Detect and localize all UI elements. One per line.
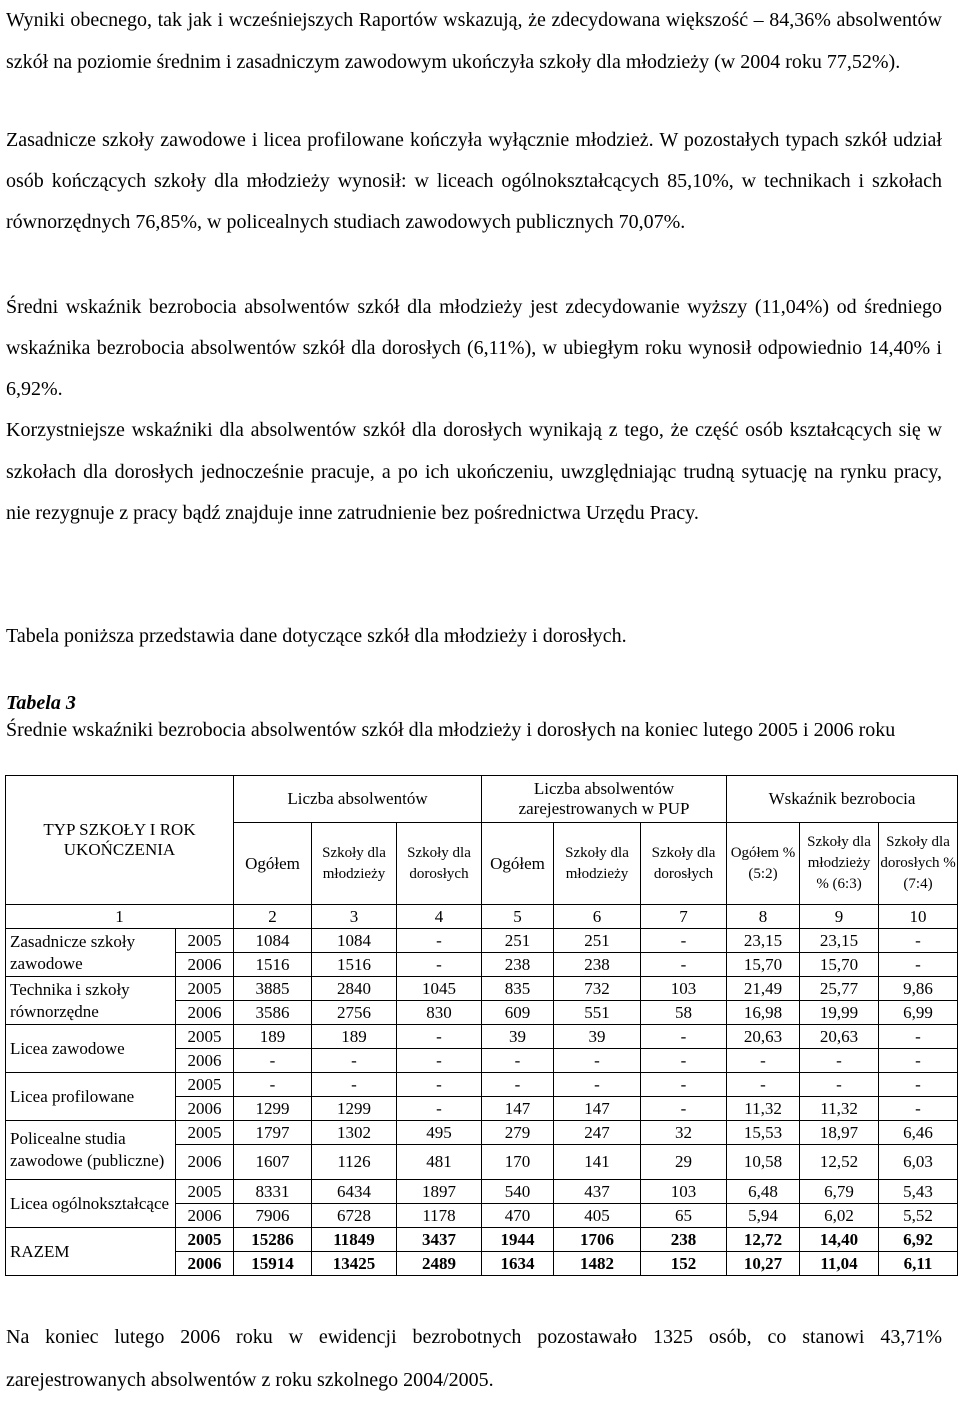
table-cell: 2489 — [397, 1252, 482, 1276]
table-cell: 1706 — [554, 1228, 641, 1252]
table-cell: 1302 — [312, 1121, 397, 1145]
table-cell: 279 — [482, 1121, 554, 1145]
table-cell: 238 — [554, 953, 641, 977]
table-cell: 6,92 — [879, 1228, 958, 1252]
table-cell: 11,32 — [800, 1097, 879, 1121]
table-cell: - — [879, 1097, 958, 1121]
header-registered-count: Liczba absolwentów zarejestrowanych w PUP — [482, 776, 727, 823]
year-cell: 2005 — [176, 929, 234, 953]
table-cell: - — [727, 1073, 800, 1097]
table-cell: 14,40 — [800, 1228, 879, 1252]
table-cell: 9,86 — [879, 977, 958, 1001]
table-cell: 15,70 — [800, 953, 879, 977]
table-cell: 2756 — [312, 1001, 397, 1025]
table-cell: - — [641, 1049, 727, 1073]
table-caption — [6, 690, 942, 744]
column-number-cell: 5 — [482, 905, 554, 929]
table-cell: 405 — [554, 1204, 641, 1228]
year-cell: 2005 — [176, 1025, 234, 1049]
subheader-cell: Ogółem — [234, 823, 312, 905]
subheader-cell: Ogółem — [482, 823, 554, 905]
subheader-cell: Szkoły dla dorosłych % (7:4) — [879, 823, 958, 905]
table-cell: - — [641, 953, 727, 977]
paragraph-summary: Wyniki obecnego, tak jak i wcześniejszych Raportów wskazują, że zdecydowana większość – 84,36% absolwentów szkół na poziomie średnim i zasadniczym zawodowym ukończyła szkoły dla młodzieży (w 2004 roku 77,52%). — [6, 9, 942, 73]
column-number-cell: 3 — [312, 905, 397, 929]
table-cell: 6,02 — [800, 1204, 879, 1228]
table-cell: 1482 — [554, 1252, 641, 1276]
table-cell: 189 — [234, 1025, 312, 1049]
table-cell: 251 — [554, 929, 641, 953]
table-cell: 251 — [482, 929, 554, 953]
paragraph-table-intro: Tabela poniższa przedstawia dane dotyczące szkół dla młodzieży i dorosłych. — [6, 625, 627, 647]
table-cell: 65 — [641, 1204, 727, 1228]
paragraph-adult-schools: Korzystniejsze wskaźniki dla absolwentów szkół dla dorosłych wynikają z tego, że część osób kształcących się w szkołach dla dorosłych jednocześnie pracuje, a po ich ukończeniu, uwzględniając trudną sytuację na rynku pracy, nie rezygnuje z pracy bądź znajduje inne zatrudnienie bez pośrednictwa Urzędu Pracy. — [6, 419, 942, 524]
table-cell: 15,70 — [727, 953, 800, 977]
table-cell: 12,52 — [800, 1145, 879, 1180]
table-cell: 10,27 — [727, 1252, 800, 1276]
table-cell: 1299 — [234, 1097, 312, 1121]
table-cell: 3586 — [234, 1001, 312, 1025]
table-row — [6, 929, 958, 953]
table-cell: 39 — [482, 1025, 554, 1049]
table-cell: 247 — [554, 1121, 641, 1145]
table-cell: 1299 — [312, 1097, 397, 1121]
year-cell: 2006 — [176, 1204, 234, 1228]
year-cell: 2005 — [176, 1073, 234, 1097]
table-cell: 470 — [482, 1204, 554, 1228]
table-row — [6, 1073, 958, 1097]
year-cell: 2005 — [176, 1121, 234, 1145]
year-cell: 2006 — [176, 953, 234, 977]
school-type-label: Policealne studia zawodowe (publiczne) — [6, 1121, 176, 1180]
table-cell: - — [641, 1097, 727, 1121]
table-cell: 732 — [554, 977, 641, 1001]
column-number-cell: 10 — [879, 905, 958, 929]
paragraph-average-rate: Średni wskaźnik bezrobocia absolwentów szkół dla młodzieży jest zdecydowanie wyższy (11,04%) od średniego wskaźnika bezrobocia absolwentów szkół dla dorosłych (6,11%), w ubiegłym roku wynosił odpowiednio 14,40% i 6,92%. — [6, 296, 942, 400]
table-cell: 495 — [397, 1121, 482, 1145]
table-cell: - — [397, 1025, 482, 1049]
table-cell: - — [312, 1073, 397, 1097]
subheader-cell: Szkoły dla młodzieży — [312, 823, 397, 905]
school-type-label: Technika i szkoły równorzędne — [6, 977, 176, 1025]
table-row — [6, 1025, 958, 1049]
table-cell: - — [234, 1049, 312, 1073]
table-cell: 32 — [641, 1121, 727, 1145]
table-cell: 2840 — [312, 977, 397, 1001]
table-cell: 6,03 — [879, 1145, 958, 1180]
year-cell: 2006 — [176, 1049, 234, 1073]
table-cell: 6,79 — [800, 1180, 879, 1204]
table-cell: 11849 — [312, 1228, 397, 1252]
table-cell: 1797 — [234, 1121, 312, 1145]
table-cell: 19,99 — [800, 1001, 879, 1025]
table-cell: 58 — [641, 1001, 727, 1025]
table-cell: 6,99 — [879, 1001, 958, 1025]
table-cell: - — [397, 1097, 482, 1121]
table-cell: - — [641, 929, 727, 953]
table-cell: 551 — [554, 1001, 641, 1025]
table-cell: 238 — [482, 953, 554, 977]
table-cell: 7906 — [234, 1204, 312, 1228]
table-cell: 540 — [482, 1180, 554, 1204]
table-row — [6, 1180, 958, 1204]
table-cell: 437 — [554, 1180, 641, 1204]
year-cell: 2005 — [176, 977, 234, 1001]
table-cell: - — [397, 1049, 482, 1073]
table-cell: - — [397, 1073, 482, 1097]
table-cell: 15,53 — [727, 1121, 800, 1145]
table-cell: - — [879, 953, 958, 977]
table-cell: 481 — [397, 1145, 482, 1180]
table-cell: - — [800, 1049, 879, 1073]
table-cell: 1178 — [397, 1204, 482, 1228]
table-cell: 39 — [554, 1025, 641, 1049]
table-cell: 23,15 — [727, 929, 800, 953]
table-cell: - — [554, 1073, 641, 1097]
table-cell: - — [641, 1073, 727, 1097]
table-cell: - — [879, 1025, 958, 1049]
table-cell: 1607 — [234, 1145, 312, 1180]
table-cell: 12,72 — [727, 1228, 800, 1252]
table-row — [6, 1228, 958, 1252]
table-cell: 6,46 — [879, 1121, 958, 1145]
table-cell: 3885 — [234, 977, 312, 1001]
table-cell: 5,94 — [727, 1204, 800, 1228]
year-cell: 2005 — [176, 1228, 234, 1252]
table-cell: 103 — [641, 1180, 727, 1204]
table-cell: 11,32 — [727, 1097, 800, 1121]
table-cell: 3437 — [397, 1228, 482, 1252]
table-cell: 103 — [641, 977, 727, 1001]
table-cell: 25,77 — [800, 977, 879, 1001]
table-cell: - — [727, 1049, 800, 1073]
school-type-label: Licea zawodowe — [6, 1025, 176, 1073]
column-number-cell: 4 — [397, 905, 482, 929]
table-cell: 29 — [641, 1145, 727, 1180]
year-cell: 2006 — [176, 1252, 234, 1276]
school-type-label: Licea profilowane — [6, 1073, 176, 1121]
table-cell: 147 — [554, 1097, 641, 1121]
paragraph-conclusion: Na koniec lutego 2006 roku w ewidencji bezrobotnych pozostawało 1325 osób, co stanowi 43,71% zarejestrowanych absolwentów z roku szkolnego 2004/2005. — [6, 1326, 942, 1391]
table-cell: 1897 — [397, 1180, 482, 1204]
table-cell: 20,63 — [800, 1025, 879, 1049]
table-subtitle: Średnie wskaźniki bezrobocia absolwentów szkół dla młodzieży i dorosłych na koniec lutego 2005 i 2006 roku — [6, 719, 896, 741]
table-cell: 1045 — [397, 977, 482, 1001]
header-graduates-count: Liczba absolwentów — [234, 776, 482, 823]
table-cell: 5,43 — [879, 1180, 958, 1204]
table-cell: 152 — [641, 1252, 727, 1276]
table-cell: 1634 — [482, 1252, 554, 1276]
table-cell: - — [800, 1073, 879, 1097]
unemployment-table — [5, 775, 958, 1276]
table-cell: 18,97 — [800, 1121, 879, 1145]
column-number-cell: 2 — [234, 905, 312, 929]
table-cell: 141 — [554, 1145, 641, 1180]
subheader-cell: Ogółem % (5:2) — [727, 823, 800, 905]
year-cell: 2005 — [176, 1180, 234, 1204]
table-cell: 238 — [641, 1228, 727, 1252]
column-number-cell: 1 — [6, 905, 234, 929]
year-cell: 2006 — [176, 1145, 234, 1180]
table-cell: 835 — [482, 977, 554, 1001]
table-cell: 147 — [482, 1097, 554, 1121]
table-cell: 13425 — [312, 1252, 397, 1276]
subheader-cell: Szkoły dla młodzieży — [554, 823, 641, 905]
year-cell: 2006 — [176, 1001, 234, 1025]
school-type-label: RAZEM — [6, 1228, 176, 1276]
subheader-cell: Szkoły dla młodzieży % (6:3) — [800, 823, 879, 905]
column-number-cell: 8 — [727, 905, 800, 929]
table-cell: 10,58 — [727, 1145, 800, 1180]
column-number-cell: 6 — [554, 905, 641, 929]
table-cell: 23,15 — [800, 929, 879, 953]
table-cell: 5,52 — [879, 1204, 958, 1228]
year-cell: 2006 — [176, 1097, 234, 1121]
table-cell: - — [879, 1073, 958, 1097]
school-type-label: Zasadnicze szkoły zawodowe — [6, 929, 176, 977]
school-type-label: Licea ogólnokształcące — [6, 1180, 176, 1228]
table-cell: 830 — [397, 1001, 482, 1025]
subheader-cell: Szkoły dla dorosłych — [641, 823, 727, 905]
table-cell: 1084 — [312, 929, 397, 953]
table-cell: - — [234, 1073, 312, 1097]
table-cell: 15286 — [234, 1228, 312, 1252]
table-cell: 1516 — [312, 953, 397, 977]
table-title: Tabela 3 — [6, 692, 76, 714]
table-cell: 8331 — [234, 1180, 312, 1204]
table-cell: - — [482, 1049, 554, 1073]
table-cell: 15914 — [234, 1252, 312, 1276]
table-cell: 1126 — [312, 1145, 397, 1180]
header-school-type: TYP SZKOŁY I ROK UKOŃCZENIA — [6, 776, 234, 905]
table-cell: 20,63 — [727, 1025, 800, 1049]
table-cell: 1944 — [482, 1228, 554, 1252]
table-cell: - — [879, 929, 958, 953]
table-cell: 6728 — [312, 1204, 397, 1228]
subheader-cell: Szkoły dla dorosłych — [397, 823, 482, 905]
table-cell: - — [879, 1049, 958, 1073]
table-cell: 1084 — [234, 929, 312, 953]
table-cell: 170 — [482, 1145, 554, 1180]
table-cell: - — [397, 929, 482, 953]
table-cell: 609 — [482, 1001, 554, 1025]
table-header-row — [6, 776, 958, 823]
table-cell: 1516 — [234, 953, 312, 977]
table-cell: 11,04 — [800, 1252, 879, 1276]
table-cell: 6434 — [312, 1180, 397, 1204]
table-cell: 21,49 — [727, 977, 800, 1001]
table-cell: - — [312, 1049, 397, 1073]
paragraph-school-types: Zasadnicze szkoły zawodowe i licea profilowane kończyła wyłącznie młodzież. W pozostałych typach szkół udział osób kończących szkoły dla młodzieży wynosił: w liceach ogólnokształcących 85,10%, w technikach i szkołach równorzędnych 76,85%, w policealnych studiach zawodowych publicznych 70,07%. — [6, 129, 942, 233]
header-unemployment-rate: Wskaźnik bezrobocia — [727, 776, 958, 823]
table-cell: 6,11 — [879, 1252, 958, 1276]
table-row — [6, 977, 958, 1001]
table-cell: - — [554, 1049, 641, 1073]
table-cell: 6,48 — [727, 1180, 800, 1204]
table-cell: - — [397, 953, 482, 977]
table-cell: - — [641, 1025, 727, 1049]
column-number-cell: 7 — [641, 905, 727, 929]
column-number-cell: 9 — [800, 905, 879, 929]
table-cell: 16,98 — [727, 1001, 800, 1025]
table-cell: - — [482, 1073, 554, 1097]
table-cell: 189 — [312, 1025, 397, 1049]
table-row — [6, 1121, 958, 1145]
table-column-numbers-row — [6, 905, 958, 929]
